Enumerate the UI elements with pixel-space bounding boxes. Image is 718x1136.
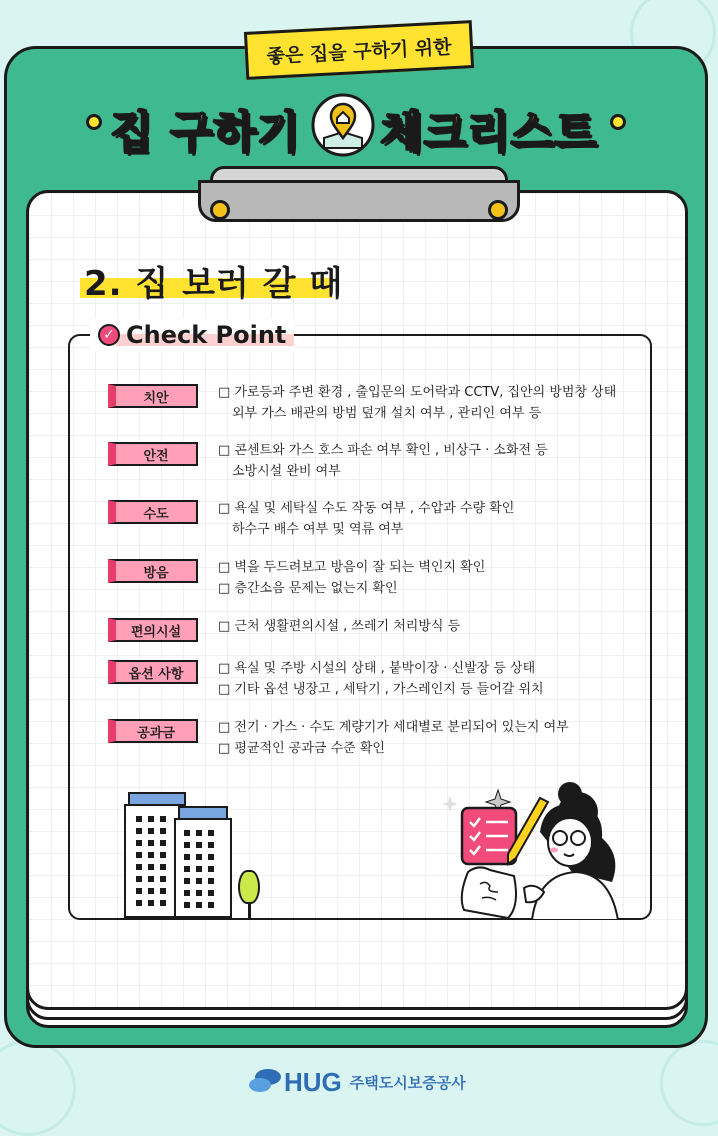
footer-logo — [248, 1064, 466, 1100]
hug-brand: HUG — [284, 1066, 342, 1097]
check-point-label — [90, 318, 294, 352]
title-right: 체크리스트 — [380, 107, 598, 158]
check-point-text: Check Point — [126, 321, 287, 349]
row-text — [218, 382, 616, 424]
row-line: □ 평균적인 공과금 수준 확인 — [218, 741, 385, 756]
row-line: 소방시설 완비 여부 — [232, 464, 341, 479]
title-row — [0, 92, 718, 162]
woman-checklist-illustration — [428, 772, 638, 920]
title-dot — [610, 114, 626, 130]
row-line: □ 층간소음 문제는 없는지 확인 — [218, 581, 398, 596]
row-line: 하수구 배수 여부 및 역류 여부 — [232, 522, 404, 537]
row-line: □ 욕실 및 세탁실 수도 작동 여부 , 수압과 수량 확인 — [218, 501, 515, 516]
row-line: □ 콘센트와 가스 호스 파손 여부 확인 , 비상구 · 소화전 등 — [218, 443, 548, 458]
row-text — [218, 658, 544, 700]
building-windows — [184, 830, 214, 908]
row-text — [218, 717, 569, 759]
category-tag: 옵션 사항 — [108, 660, 198, 684]
tree-trunk — [248, 902, 251, 918]
bg-decoration — [660, 1040, 718, 1126]
hug-logo-icon — [248, 1067, 282, 1097]
category-tag: 수도 — [108, 500, 198, 524]
clipboard-clip-base — [198, 180, 520, 222]
row-line: 외부 가스 배관의 방범 덮개 설치 여부 , 관리인 여부 등 — [232, 406, 542, 421]
hug-org-name: 주택도시보증공사 — [349, 1073, 466, 1092]
title-left: 집 구하기 — [110, 107, 301, 158]
category-tag: 공과금 — [108, 719, 198, 743]
clip-rivet — [488, 200, 508, 220]
row-text — [218, 616, 460, 637]
check-icon: ✓ — [98, 324, 120, 346]
row-line: □ 근처 생활편의시설 , 쓰레기 처리방식 등 — [218, 619, 461, 634]
bg-decoration — [0, 1040, 76, 1136]
row-line: □ 벽을 두드려보고 방음이 잘 되는 벽인지 확인 — [218, 560, 486, 575]
building-windows — [136, 816, 166, 906]
row-line: □ 기타 옵션 냉장고 , 세탁기 , 가스레인지 등 들어갈 위치 — [218, 682, 544, 697]
house-location-icon — [310, 92, 376, 158]
row-text — [218, 440, 548, 482]
row-text — [218, 498, 514, 540]
row-line: □ 욕실 및 주방 시설의 상태 , 붙박이장 · 신발장 등 상태 — [218, 661, 536, 676]
section-title: 2. 집 보러 갈 때 — [84, 264, 344, 304]
category-tag: 방음 — [108, 559, 198, 583]
clip-rivet — [210, 200, 230, 220]
category-tag: 치안 — [108, 384, 198, 408]
subtitle-text: 좋은 집을 구하기 위한 — [266, 35, 453, 68]
category-tag: 편의시설 — [108, 618, 198, 642]
row-line: □ 전기 · 가스 · 수도 계량기가 세대별로 분리되어 있는지 여부 — [218, 720, 569, 735]
tree — [238, 870, 260, 904]
title-dot — [86, 114, 102, 130]
row-line: □ 가로등과 주변 환경 , 출입문의 도어락과 CCTV, 집안의 방범창 상태 — [218, 385, 617, 400]
category-tag: 안전 — [108, 442, 198, 466]
row-text — [218, 557, 485, 599]
